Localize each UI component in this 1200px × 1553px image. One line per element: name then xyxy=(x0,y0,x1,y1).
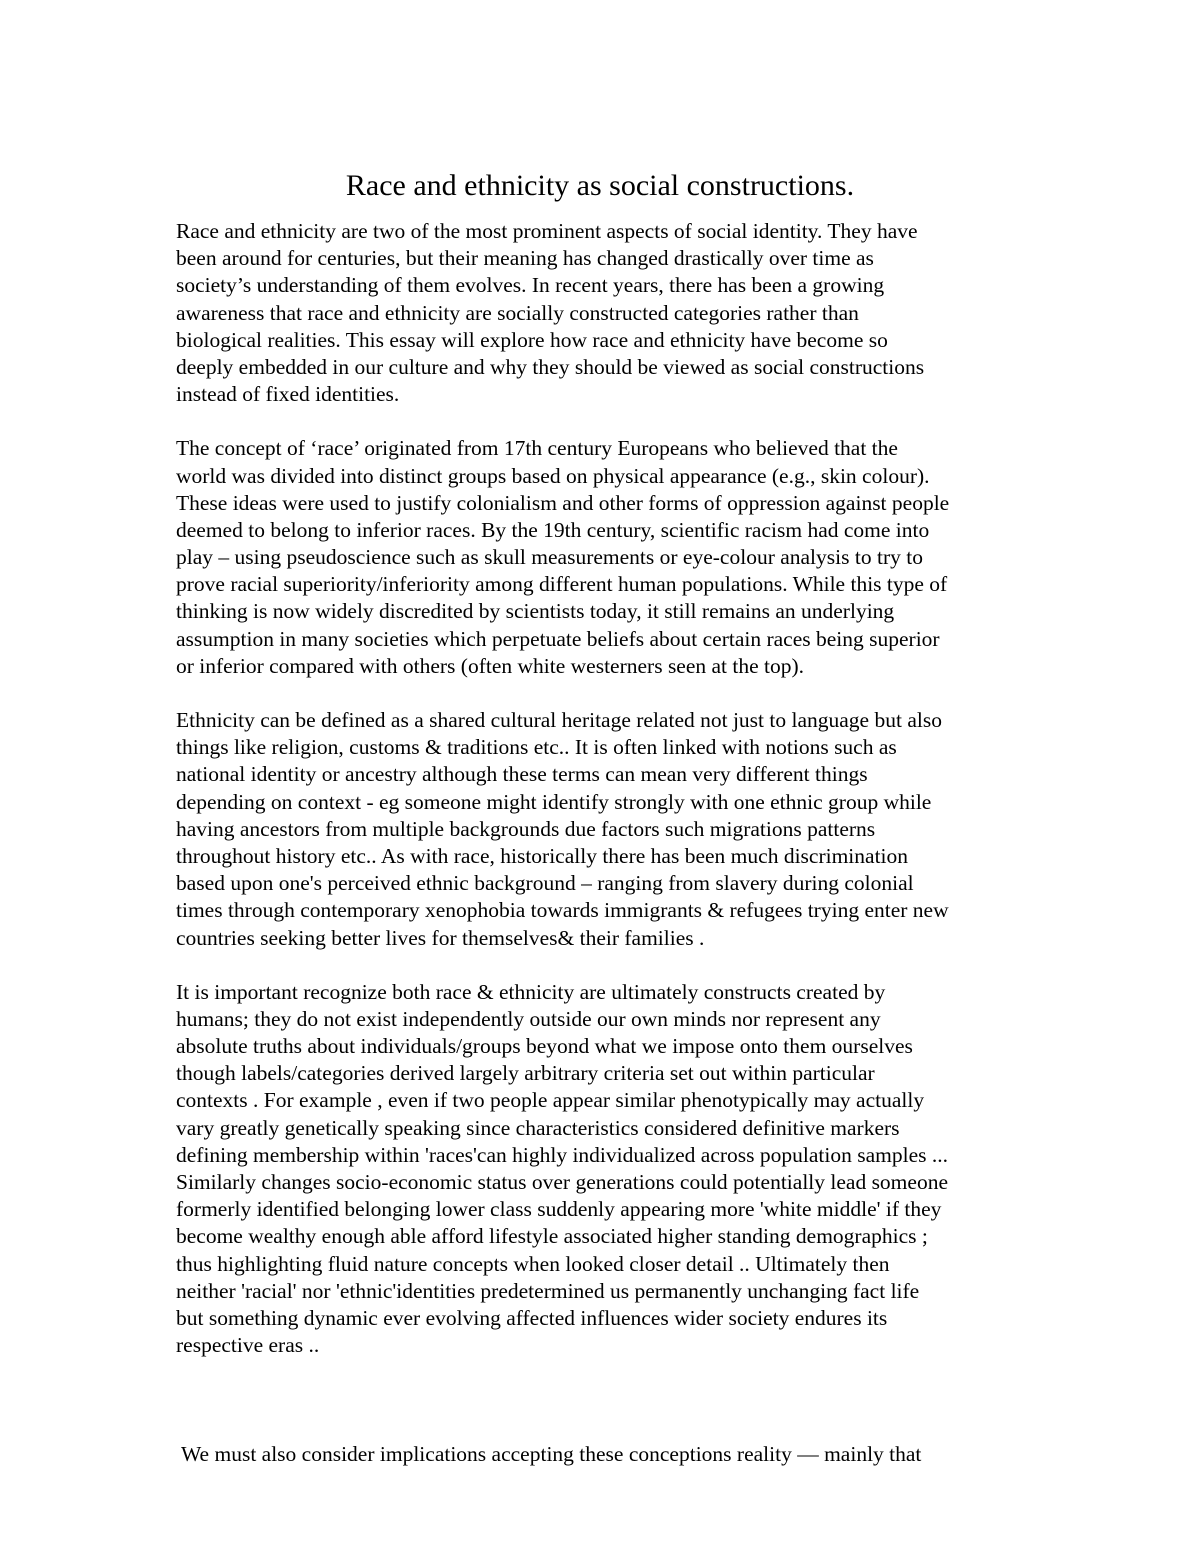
document-title: Race and ethnicity as social constructions. xyxy=(345,169,855,202)
text-line: instead of fixed identities. xyxy=(176,382,400,407)
text-line: absolute truths about individuals/groups beyond what we impose onto them ourselves xyxy=(176,1034,913,1059)
text-line: biological realities. This essay will explore how race and ethnicity have become so xyxy=(176,327,888,352)
text-line: defining membership within 'races'can highly individualized across population samples ... xyxy=(176,1142,949,1167)
text-line: society’s understanding of them evolves. In recent years, there has been a growing xyxy=(176,273,885,298)
text-line: contexts . For example , even if two people appear similar phenotypically may actually xyxy=(176,1088,925,1113)
text-line: awareness that race and ethnicity are socially constructed categories rather than xyxy=(176,300,859,325)
text-line: throughout history etc.. As with race, historically there has been much discrimination xyxy=(176,843,909,868)
text-line: countries seeking better lives for themselves& their families . xyxy=(176,925,705,950)
text-line: thinking is now widely discredited by scientists today, it still remains an underlying xyxy=(176,599,895,624)
paragraph-3 xyxy=(176,707,1056,952)
paragraph-4 xyxy=(176,979,1056,1360)
text-line: thus highlighting fluid nature concepts when looked closer detail .. Ultimately then xyxy=(176,1251,890,1276)
paragraph-1 xyxy=(176,218,1056,408)
text-line: world was divided into distinct groups based on physical appearance (e.g., skin colour). xyxy=(176,463,930,488)
document-body xyxy=(176,218,1056,1549)
text-line: Race and ethnicity are two of the most prominent aspects of social identity. They have xyxy=(176,219,918,243)
text-line: Ethnicity can be defined as a shared cultural heritage related not just to language but also xyxy=(176,708,942,732)
text-line: respective eras .. xyxy=(176,1333,320,1358)
text-line: We must also consider implications accepting these conceptions reality — mainly that xyxy=(176,1441,922,1466)
text-line: vary greatly genetically speaking since characteristics considered definitive markers xyxy=(176,1115,900,1140)
text-line: These ideas were used to justify colonialism and other forms of oppression against people xyxy=(176,490,950,515)
text-line: neither 'racial' nor 'ethnic'identities predetermined us permanently unchanging fact life xyxy=(176,1278,920,1303)
text-line: though labels/categories derived largely arbitrary criteria set out within particular xyxy=(176,1061,875,1086)
text-line: things like religion, customs & traditions etc.. It is often linked with notions such as xyxy=(176,735,897,760)
text-line: or inferior compared with others (often white westerners seen at the top). xyxy=(176,653,805,678)
text-line: formerly identified belonging lower class suddenly appearing more 'white middle' if they xyxy=(176,1197,942,1222)
text-line: but something dynamic ever evolving affected influences wider society endures its xyxy=(176,1305,888,1330)
text-line: prove racial superiority/inferiority among different human populations. While this type of xyxy=(176,572,948,597)
text-line: deemed to belong to inferior races. By the 19th century, scientific racism had come into xyxy=(176,517,930,542)
paragraph-5 xyxy=(176,1386,1056,1522)
text-line: based upon one's perceived ethnic background – ranging from slavery during colonial xyxy=(176,871,914,896)
text-line: humans; they do not exist independently outside our own minds nor represent any xyxy=(176,1006,881,1031)
text-line: having ancestors from multiple backgrounds due factors such migrations patterns xyxy=(176,816,876,841)
text-line: national identity or ancestry although these terms can mean very different things xyxy=(176,762,868,787)
text-line: The concept of ‘race’ originated from 17th century Europeans who believed that the xyxy=(176,436,898,461)
text-line: deeply embedded in our culture and why they should be viewed as social constructions xyxy=(176,354,925,379)
text-line: been around for centuries, but their meaning has changed drastically over time as xyxy=(176,246,874,271)
text-line: play – using pseudoscience such as skull measurements or eye-colour analysis to try to xyxy=(176,545,923,570)
text-line: It is important recognize both race & ethnicity are ultimately constructs created by xyxy=(176,979,886,1004)
text-line: depending on context - eg someone might identify strongly with one ethnic group while xyxy=(176,789,932,814)
text-line: assumption in many societies which perpetuate beliefs about certain races being superior xyxy=(176,626,940,651)
text-line: become wealthy enough able afford lifestyle associated higher standing demographics ; xyxy=(176,1224,928,1249)
text-line: times through contemporary xenophobia towards immigrants & refugees trying enter new xyxy=(176,898,949,923)
text-line: Similarly changes socio-economic status over generations could potentially lead someone xyxy=(176,1170,948,1194)
paragraph-2 xyxy=(176,435,1056,680)
